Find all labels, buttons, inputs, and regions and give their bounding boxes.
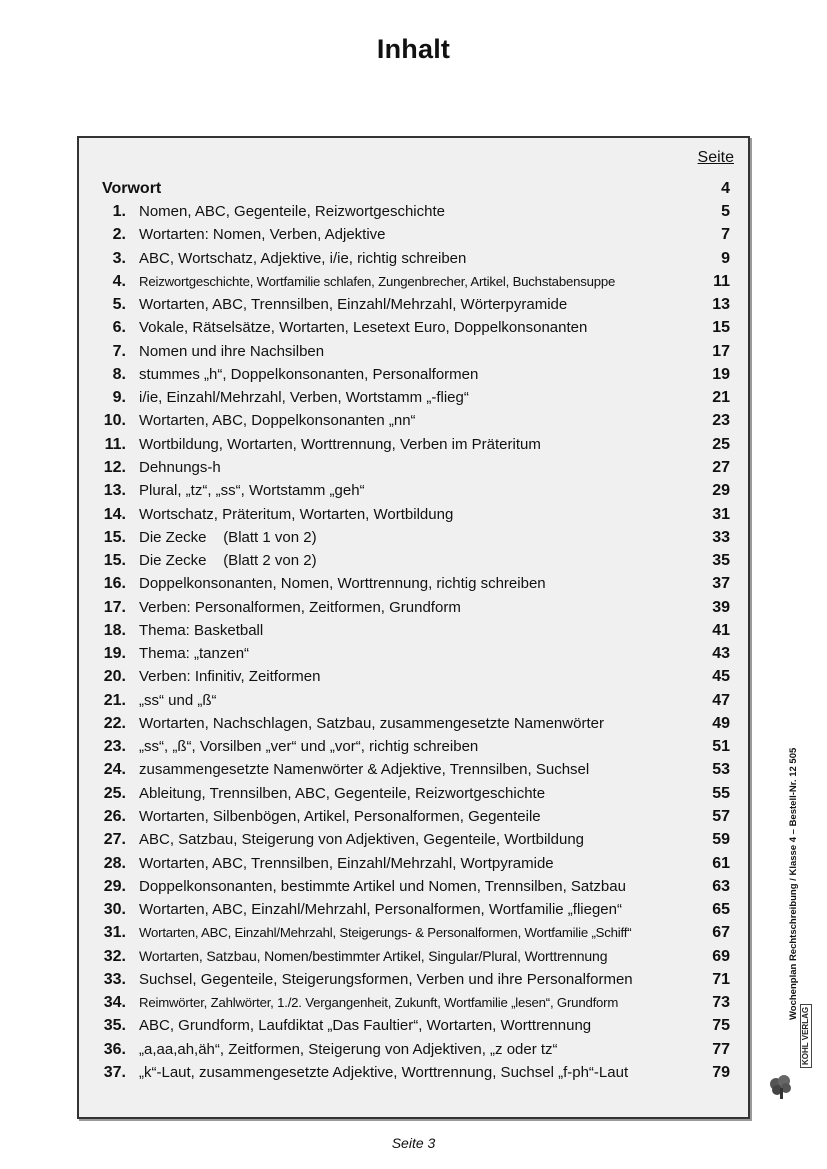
- toc-row[interactable]: [79, 898, 748, 921]
- toc-entry-number: 20.: [103, 668, 126, 686]
- toc-entry-page: 59: [712, 831, 730, 849]
- toc-entry-title: ABC, Grundform, Laufdiktat „Das Faultier“, Wortarten, Worttrennung: [139, 1017, 592, 1035]
- toc-row[interactable]: [79, 782, 748, 805]
- toc-row[interactable]: [79, 689, 748, 712]
- toc-row-vorwort[interactable]: [79, 177, 748, 200]
- toc-entry-title: „ss“ und „ß“: [139, 691, 217, 709]
- toc-entry-number: 26.: [103, 808, 126, 826]
- toc-entry-number: 11.: [104, 435, 126, 453]
- toc-entry-number: 1.: [112, 203, 126, 220]
- toc-entry-page: 5: [721, 203, 730, 220]
- toc-entry-number: 19.: [103, 645, 126, 663]
- toc-row[interactable]: [79, 1014, 748, 1037]
- toc-entry-title: Die Zecke (Blatt 1 von 2): [139, 528, 317, 546]
- toc-entry-page: 11: [713, 272, 730, 290]
- toc-entry-page: 51: [712, 738, 730, 756]
- toc-entry-page: 23: [712, 412, 730, 430]
- toc-entry-page: 35: [712, 552, 730, 570]
- toc-entry-title: zusammengesetzte Namenwörter & Adjektive, Trennsilben, Suchsel: [139, 761, 590, 779]
- vorwort-label: Vorwort: [102, 180, 162, 197]
- toc-entry-title: Doppelkonsonanten, bestimmte Artikel und Nomen, Trennsilben, Satzbau: [139, 877, 626, 895]
- toc-entry-title: Reizwortgeschichte, Wortfamilie schlafen, Zungenbrecher, Artikel, Buchstabensuppe: [139, 273, 616, 289]
- toc-entry-title: Wortarten, Nachschlagen, Satzbau, zusammengesetzte Namenwörter: [139, 714, 604, 732]
- toc-entry-number: 28.: [103, 854, 126, 872]
- toc-entry-title: Nomen, ABC, Gegenteile, Reizwortgeschichte: [139, 203, 445, 220]
- toc-entry-title: ABC, Satzbau, Steigerung von Adjektiven, Gegenteile, Wortbildung: [139, 831, 584, 849]
- toc-entry-title: Wortarten: Nomen, Verben, Adjektive: [139, 226, 386, 244]
- toc-row[interactable]: [79, 340, 748, 363]
- toc-entry-page: 9: [721, 249, 730, 267]
- toc-entry-number: 16.: [103, 575, 126, 593]
- toc-row[interactable]: [79, 200, 748, 223]
- toc-entry-page: 57: [712, 808, 730, 826]
- toc-entry-number: 25.: [103, 784, 126, 802]
- toc-entry-page: 41: [712, 621, 730, 639]
- toc-row[interactable]: [79, 433, 748, 456]
- toc-entry-number: 12.: [103, 458, 126, 476]
- toc-entry-page: 49: [712, 714, 730, 732]
- vorwort-page: 4: [721, 180, 730, 197]
- toc-entry-title: Wortschatz, Präteritum, Wortarten, Wortbildung: [139, 505, 454, 523]
- toc-entry-page: 73: [712, 994, 730, 1012]
- toc-entry-page: 61: [712, 854, 730, 872]
- toc-entry-title: „k“-Laut, zusammengesetzte Adjektive, Worttrennung, Suchsel „f-ph“-Laut: [139, 1063, 629, 1081]
- toc-entry-title: Verben: Personalformen, Zeitformen, Grundform: [139, 598, 461, 616]
- toc-row[interactable]: [79, 852, 748, 875]
- toc-entry-title: Plural, „tz“, „ss“, Wortstamm „geh“: [139, 482, 365, 500]
- toc-entry-number: 15.: [103, 528, 126, 546]
- toc-entry-title: „ss“, „ß“, Vorsilben „ver“ und „vor“, richtig schreiben: [139, 738, 479, 756]
- toc-entry-page: 19: [712, 365, 730, 383]
- toc-entry-page: 39: [712, 598, 730, 616]
- toc-row[interactable]: [79, 526, 748, 549]
- toc-entry-page: 7: [721, 226, 730, 244]
- toc-row[interactable]: [79, 223, 748, 246]
- toc-entry-number: 35.: [103, 1017, 126, 1035]
- toc-entry-number: 37.: [103, 1063, 126, 1081]
- toc-entry-title: Wortarten, Silbenbögen, Artikel, Personalformen, Gegenteile: [139, 808, 541, 826]
- toc-row[interactable]: [79, 875, 748, 898]
- toc-entry-page: 17: [712, 342, 730, 360]
- page-title: Inhalt: [376, 34, 451, 64]
- toc-entry-title: stummes „h“, Doppelkonsonanten, Personalformen: [139, 365, 479, 383]
- toc-entry-title: Doppelkonsonanten, Nomen, Worttrennung, richtig schreiben: [139, 575, 546, 593]
- toc-row[interactable]: [79, 619, 748, 642]
- toc-row[interactable]: [79, 316, 748, 339]
- toc-row[interactable]: [79, 363, 748, 386]
- toc-entry-number: 24.: [103, 761, 126, 779]
- toc-entry-number: 3.: [112, 249, 126, 267]
- toc-entry-page: 13: [712, 296, 730, 314]
- toc-row[interactable]: [79, 642, 748, 665]
- toc-entry-title: Wortbildung, Wortarten, Worttrennung, Verben im Präteritum: [139, 435, 541, 453]
- toc-entry-page: 67: [712, 924, 730, 942]
- toc-row[interactable]: [79, 247, 748, 270]
- toc-row[interactable]: [79, 1061, 748, 1084]
- toc-entry-title: Wortarten, ABC, Trennsilben, Einzahl/Mehrzahl, Wortpyramide: [139, 854, 554, 872]
- toc-entry-page: 55: [712, 784, 730, 802]
- toc-entry-number: 8.: [112, 365, 126, 383]
- toc-entry-title: Suchsel, Gegenteile, Steigerungsformen, Verben und ihre Personalformen: [139, 970, 633, 988]
- toc-row[interactable]: [79, 968, 748, 991]
- toc-entry-title: Wortarten, ABC, Doppelkonsonanten „nn“: [139, 412, 416, 430]
- side-imprint-text: Wochenplan Rechtschreibung / Klasse 4 – Bestell-Nr. 12 505: [788, 747, 799, 1020]
- toc-entry-page: 43: [712, 645, 730, 663]
- toc-entry-page: 45: [712, 668, 730, 686]
- toc-row[interactable]: [79, 921, 748, 944]
- toc-row[interactable]: [79, 805, 748, 828]
- toc-entry-page: 71: [712, 970, 730, 988]
- toc-entry-page: 27: [712, 458, 730, 476]
- toc-entry-title: Vokale, Rätselsätze, Wortarten, Lesetext Euro, Doppelkonsonanten: [139, 319, 588, 337]
- toc-entry-number: 18.: [103, 621, 126, 639]
- toc-entry-number: 31.: [103, 924, 126, 942]
- toc-row[interactable]: [79, 945, 748, 968]
- toc-row[interactable]: [79, 665, 748, 688]
- toc-entry-title: „a,aa,ah,äh“, Zeitformen, Steigerung von Adjektiven, „z oder tz“: [139, 1040, 558, 1058]
- toc-row[interactable]: [79, 293, 748, 316]
- toc-row[interactable]: [79, 758, 748, 781]
- toc-entry-number: 27.: [103, 831, 126, 849]
- toc-entry-page: 25: [712, 435, 730, 453]
- toc-entry-number: 29.: [103, 877, 126, 895]
- toc-row[interactable]: [79, 409, 748, 432]
- toc-row[interactable]: [79, 712, 748, 735]
- toc-entry-number: 2.: [112, 226, 126, 244]
- toc-entry-number: 23.: [103, 738, 126, 756]
- toc-entry-number: 6.: [112, 319, 126, 337]
- toc-entry-title: Wortarten, ABC, Einzahl/Mehrzahl, Personalformen, Wortfamilie „fliegen“: [139, 901, 622, 919]
- toc-row[interactable]: [79, 991, 748, 1014]
- toc-entry-number: 9.: [112, 389, 126, 407]
- publisher-logo: [766, 1006, 810, 1104]
- toc-row[interactable]: [79, 386, 748, 409]
- toc-entry-title: Reimwörter, Zahlwörter, 1./2. Vergangenheit, Zukunft, Wortfamilie „lesen“, Grundform: [139, 995, 619, 1011]
- toc-row[interactable]: [79, 572, 748, 595]
- tree-logo-icon: [768, 1074, 794, 1100]
- toc-entry-number: 34.: [103, 994, 126, 1012]
- toc-entry-page: 29: [712, 482, 730, 500]
- toc-entry-page: 21: [712, 389, 730, 407]
- toc-entry-number: 17.: [103, 598, 126, 616]
- toc-entry-page: 63: [712, 877, 730, 895]
- page-column-header: Seite: [697, 149, 734, 166]
- toc-entry-page: 47: [712, 691, 730, 709]
- toc-box: [77, 136, 750, 1119]
- toc-row[interactable]: [79, 456, 748, 479]
- toc-entry-number: 5.: [112, 296, 126, 314]
- toc-entry-page: 15: [712, 319, 730, 337]
- toc-entry-number: 7.: [112, 342, 126, 360]
- toc-entry-number: 30.: [103, 901, 126, 919]
- toc-entry-page: 33: [712, 528, 730, 546]
- toc-row[interactable]: [79, 828, 748, 851]
- toc-entry-title: Verben: Infinitiv, Zeitformen: [139, 668, 321, 686]
- toc-entry-number: 10.: [103, 412, 126, 430]
- toc-row[interactable]: [79, 503, 748, 526]
- toc-entry-title: Thema: „tanzen“: [139, 645, 250, 663]
- toc-entry-title: ABC, Wortschatz, Adjektive, i/ie, richtig schreiben: [139, 249, 467, 267]
- toc-entry-title: Dehnungs-h: [139, 458, 221, 476]
- toc-row[interactable]: [79, 735, 748, 758]
- toc-row[interactable]: [79, 549, 748, 572]
- toc-entry-page: 75: [712, 1017, 730, 1035]
- toc-entry-number: 13.: [103, 482, 126, 500]
- toc-entry-number: 15.: [103, 552, 126, 570]
- toc-entry-page: 37: [712, 575, 730, 593]
- publisher-name: KOHL VERLAG: [800, 1004, 812, 1068]
- toc-entry-number: 4.: [112, 272, 126, 290]
- toc-entry-page: 65: [712, 901, 730, 919]
- toc-entry-page: 77: [712, 1040, 730, 1058]
- toc-entry-number: 22.: [103, 714, 126, 732]
- toc-entry-title: Die Zecke (Blatt 2 von 2): [139, 552, 317, 570]
- toc-entry-title: Thema: Basketball: [139, 621, 264, 639]
- toc-entry-page: 69: [712, 947, 730, 965]
- toc-entry-page: 79: [712, 1063, 730, 1081]
- toc-entry-title: i/ie, Einzahl/Mehrzahl, Verben, Wortstamm „-flieg“: [139, 389, 469, 407]
- toc-row[interactable]: [79, 270, 748, 293]
- page-footer: Seite 3: [391, 1135, 436, 1151]
- toc-entry-number: 33.: [103, 970, 126, 988]
- toc-entry-title: Wortarten, ABC, Trennsilben, Einzahl/Mehrzahl, Wörterpyramide: [139, 296, 568, 314]
- toc-entry-page: 31: [712, 505, 730, 523]
- toc-entry-number: 21.: [103, 691, 126, 709]
- toc-entry-title: Wortarten, ABC, Einzahl/Mehrzahl, Steigerungs- & Personalformen, Wortfamilie „Schiff“: [139, 925, 632, 941]
- toc-entry-title: Ableitung, Trennsilben, ABC, Gegenteile, Reizwortgeschichte: [139, 784, 546, 802]
- toc-entry-number: 32.: [103, 947, 126, 965]
- toc-entry-title: Wortarten, Satzbau, Nomen/bestimmter Artikel, Singular/Plural, Worttrennung: [139, 947, 608, 964]
- toc-entry-page: 53: [712, 761, 730, 779]
- toc-row[interactable]: [79, 596, 748, 619]
- toc-row[interactable]: [79, 1038, 748, 1061]
- toc-entry-title: Nomen und ihre Nachsilben: [139, 342, 325, 360]
- toc-entry-number: 14.: [103, 505, 126, 523]
- toc-entry-number: 36.: [103, 1040, 126, 1058]
- toc-row[interactable]: [79, 479, 748, 502]
